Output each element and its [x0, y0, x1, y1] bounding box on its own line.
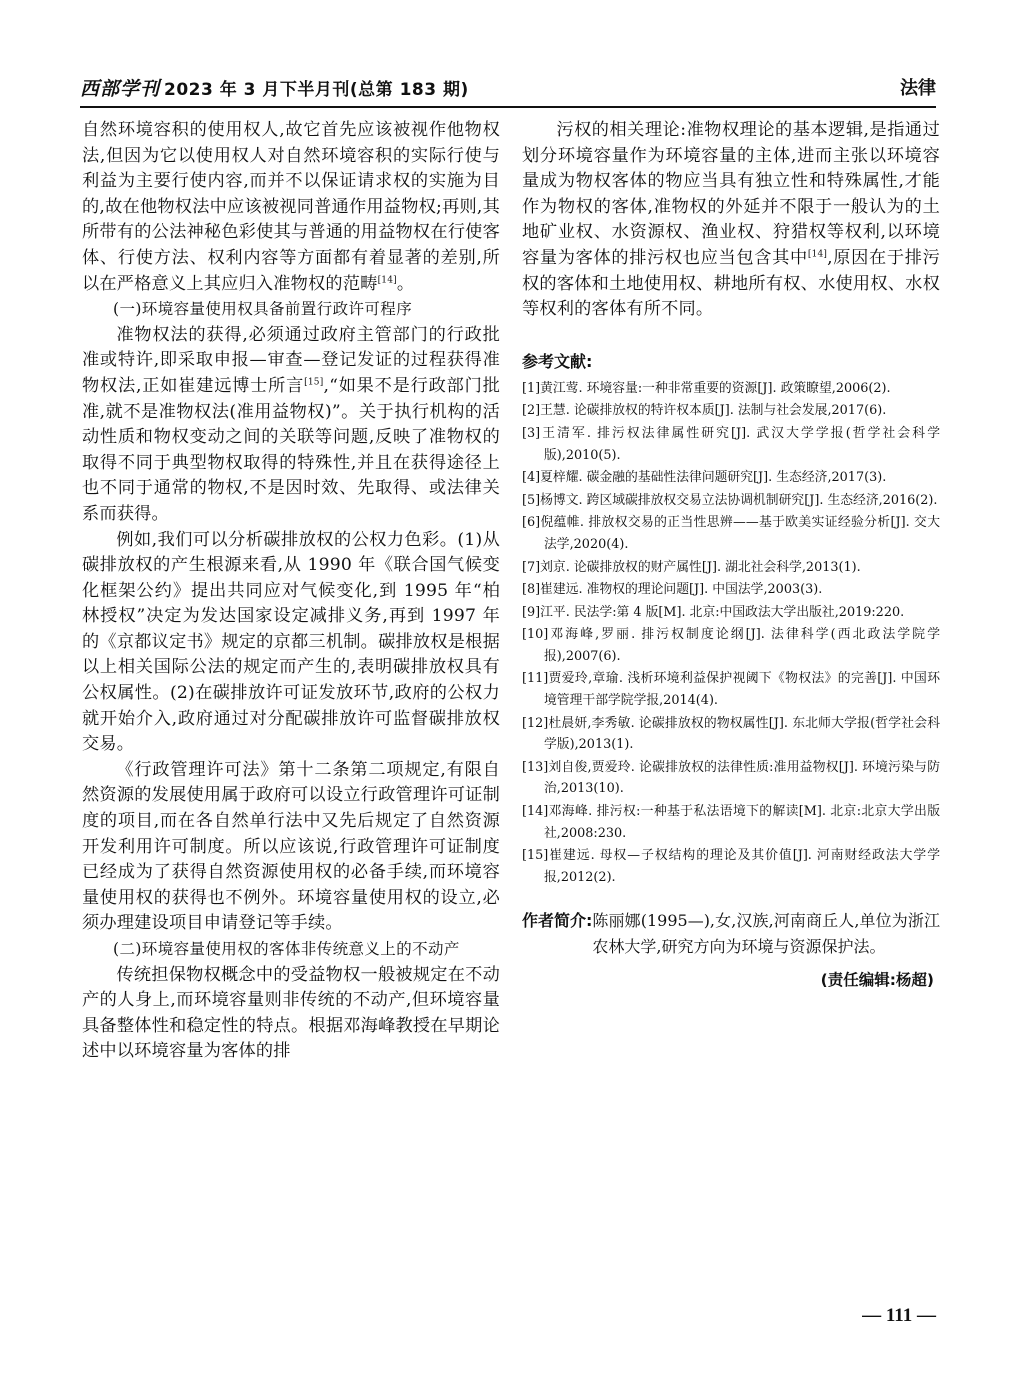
reference-item: [12]杜晨妍,李秀敏. 论碳排放权的物权属性[J]. 东北师大学报(哲学社会科学版),2013(1).: [522, 715, 940, 753]
right-column: [522, 118, 940, 990]
reference-item: [2]王慧. 论碳排放权的特许权本质[J]. 法制与社会发展,2017(6).: [522, 403, 887, 419]
body-paragraph: 自然环境容积的使用权人,故它首先应该被视作他物权法,但因为它以使用权人对自然环境容积的实际行使与利益为主要行使内容,而并不以保证请求权的实施为目的,故在他物权法中应该被视同普通作用益物权;再则,其所带有的公法神秘色彩使其与普通的用益物权在行使客体、行使方法、权利内容等方面都有着显著的差别,所以在严格意义上其应归入准物权的范畴[14]。: [82, 120, 500, 294]
journal-logo: 西部学刊: [80, 77, 161, 100]
reference-item: [1]黄江莺. 环境容量:一种非常重要的资源[J]. 政策瞭望,2006(2).: [522, 380, 891, 396]
header-rule: [80, 106, 936, 108]
section-subheading: (二)环境容量使用权的客体非传统意义上的不动产: [113, 940, 460, 958]
page-number: — 111 —: [862, 1305, 936, 1326]
author-bio: [522, 908, 940, 960]
left-column: [82, 118, 500, 1065]
editor-note: (责任编辑:杨超): [820, 971, 934, 990]
references-list: [522, 378, 940, 889]
reference-item: [5]杨博文. 跨区域碳排放权交易立法协调机制研究[J]. 生态经济,2016(2).: [522, 492, 938, 508]
reference-item: [6]倪蕴帷. 排放权交易的正当性思辨——基于欧美实证经验分析[J]. 交大法学,2020(4).: [522, 515, 940, 552]
body-paragraph: 例如,我们可以分析碳排放权的公权力色彩。(1)从碳排放权的产生根源来看,从 1990 年《联合国气候变化框架公约》提出共同应对气候变化,到 1995 年“柏林授权”决定为发达国家设定减排义务,再到 1997 年的《京都议定书》规定的京都三机制。碳排放权是根据以上相关国际公法的规定而产生的,表明碳排放权具有公权属性。(2)在碳排放许可证发放环节,政府的公权力就开始介入,政府通过对分配碳排放许可监督碳排放权交易。: [82, 529, 500, 755]
reference-item: [14]邓海峰. 排污权:一种基于私法语境下的解读[M]. 北京:北京大学出版社,2008:230.: [522, 804, 940, 841]
header-left: [80, 74, 469, 101]
author-text: 陈丽娜(1995—),女,汉族,河南商丘人,单位为浙江农林大学,研究方向为环境与资源保护法。: [592, 911, 940, 957]
body-paragraph: 污权的相关理论:准物权理论的基本逻辑,是指通过划分环境容量作为环境容量的主体,进而主张以环境容量成为物权客体的物应当具有独立性和特殊属性,才能作为物权的客体,准物权的外延并不限于一般认为的土地矿业权、水资源权、渔业权、狩猎权等权利,以环境容量为客体的排污权也应当包含其中[14],原因在于排污权的客体和土地使用权、耕地所有权、水使用权、水权等权利的客体有所不同。: [522, 120, 940, 320]
reference-item: [11]贾爱玲,章瑜. 浅析环境利益保护视阈下《物权法》的完善[J]. 中国环境管理干部学院学报,2014(4).: [522, 671, 940, 709]
reference-item: [8]崔建远. 准物权的理论问题[J]. 中国法学,2003(3).: [522, 582, 823, 598]
section-label: 法律: [900, 78, 936, 99]
citation: [14]: [377, 274, 397, 285]
citation: [15]: [304, 377, 324, 388]
body-paragraph: 准物权法的获得,必须通过政府主管部门的行政批准或特许,即采取申报—审查—登记发证的过程获得准物权法,正如崔建远博士所言[15],“如果不是行政部门批准,就不是准物权法(准用益物权)”。关于执行机构的活动性质和物权变动之间的关联等问题,反映了准物权的取得不同于典型物权取得的特殊性,并且在获得途径上也不同于通常的物权,不是因时效、先取得、或法律关系而获得。: [82, 324, 500, 524]
running-header: [80, 70, 936, 104]
citation: [14]: [807, 249, 828, 260]
body-paragraph: 《行政管理许可法》第十二条第二项规定,有限自然资源的发展使用属于政府可以设立行政管理许可证制度的项目,而在各自然单行法中又先后规定了自然资源开发利用许可制度。所以应该说,行政管理许可证制度已经成为了获得自然资源使用权的必备手续,而环境容量使用权的获得也不例外。环境容量使用权的设立,必须办理建设项目申请登记等手续。: [82, 759, 500, 934]
reference-item: [15]崔建远. 母权—子权结构的理论及其价值[J]. 河南财经政法大学学报,2012(2).: [522, 848, 940, 885]
author-label: 作者简介:: [522, 911, 593, 931]
reference-item: [13]刘自俊,贾爱玲. 论碳排放权的法律性质:准用益物权[J]. 环境污染与防治,2013(10).: [522, 759, 940, 797]
body-paragraph: 传统担保物权概念中的受益物权一般被规定在不动产的人身上,而环境容量则非传统的不动产,但环境容量具备整体性和稳定性的特点。根据邓海峰教授在早期论述中以环境容量为客体的排: [82, 964, 500, 1062]
issue-info: 2023 年 3 月下半月刊(总第 183 期): [164, 79, 469, 100]
section-subheading: (一)环境容量使用权具备前置行政许可程序: [113, 300, 413, 319]
reference-item: [4]夏梓耀. 碳金融的基础性法律问题研究[J]. 生态经济,2017(3).: [522, 470, 887, 486]
reference-item: [9]江平. 民法学:第 4 版[M]. 北京:中国政法大学出版社,2019:220.: [522, 604, 905, 620]
references-title: 参考文献:: [522, 351, 593, 371]
reference-item: [7]刘京. 论碳排放权的财产属性[J]. 湖北社会科学,2013(1).: [522, 559, 861, 575]
reference-item: [10]邓海峰,罗丽. 排污权制度论纲[J]. 法律科学(西北政法学院学报),2007(6).: [522, 627, 940, 664]
reference-item: [3]王清军. 排污权法律属性研究[J]. 武汉大学学报(哲学社会科学版),2010(5).: [522, 425, 940, 463]
